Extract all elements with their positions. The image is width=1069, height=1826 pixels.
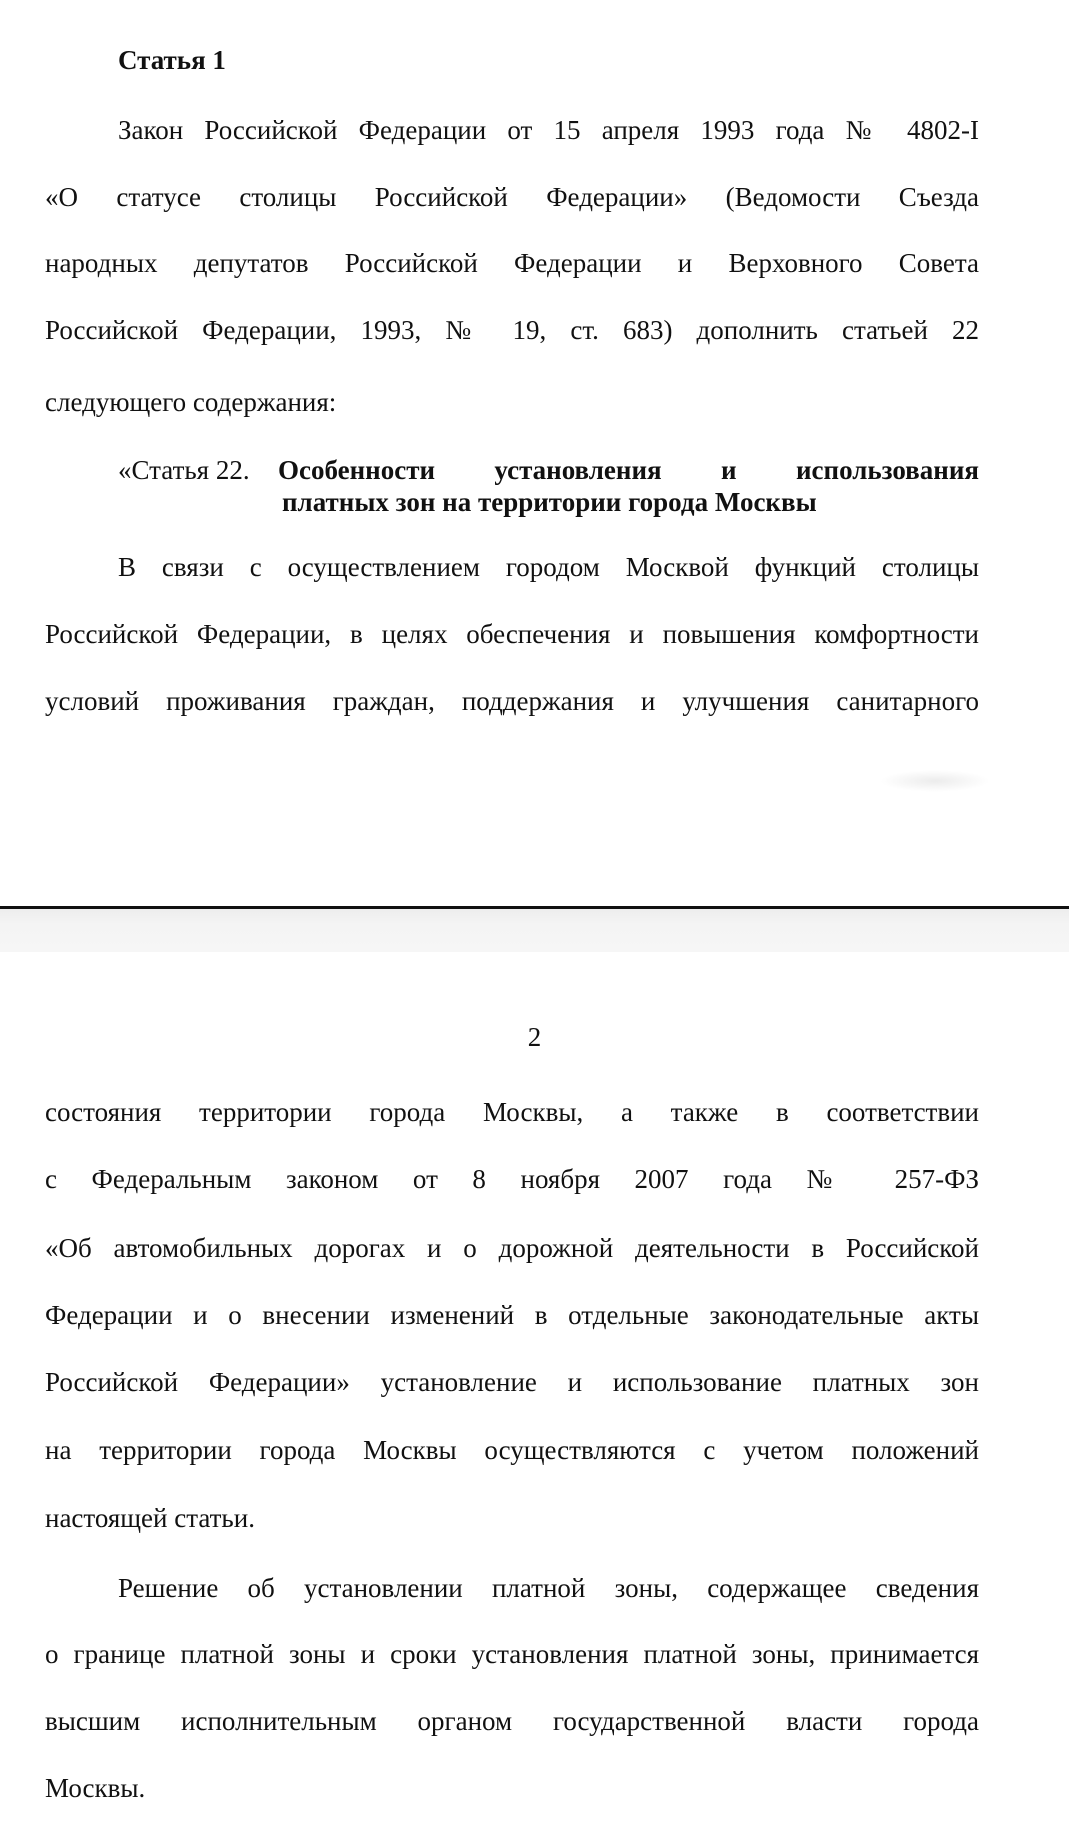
paragraph-line: Российской Федерации, в целях обеспечения и повышения комфортности xyxy=(45,619,979,649)
paragraph-line: условий проживания граждан, поддержания и улучшения санитарного xyxy=(45,686,979,716)
article-22-title-continued: платных зон на территории города Москвы xyxy=(282,487,817,517)
paragraph-line: на территории города Москвы осуществляются с учетом положений xyxy=(45,1435,979,1465)
page-break-gap xyxy=(0,906,1069,952)
paragraph-line: Москвы. xyxy=(45,1773,146,1803)
paragraph-line: «О статусе столицы Российской Федерации» (Ведомости Съезда xyxy=(45,182,979,212)
page-number: 2 xyxy=(527,1022,542,1052)
paragraph-line: с Федеральным законом от 8 ноября 2007 года № 257-ФЗ xyxy=(45,1164,979,1194)
paragraph-line: следующего содержания: xyxy=(45,387,337,417)
paragraph-line: высшим исполнительным органом государственной власти города xyxy=(45,1706,979,1736)
article-22-title: Особенности установления и использования xyxy=(278,455,979,485)
paragraph-line: состояния территории города Москвы, а также в соответствии xyxy=(45,1097,979,1127)
scan-smudge xyxy=(880,770,990,792)
paragraph-line: Закон Российской Федерации от 15 апреля 1993 года № 4802-I xyxy=(118,115,979,145)
paragraph-line: Российской Федерации» установление и использование платных зон xyxy=(45,1367,979,1397)
paragraph-line: народных депутатов Российской Федерации и Верховного Совета xyxy=(45,248,979,278)
paragraph-line: Российской Федерации, 1993, № 19, ст. 683) дополнить статьей 22 xyxy=(45,315,979,345)
paragraph-line: настоящей статьи. xyxy=(45,1503,255,1533)
paragraph-line: Федерации и о внесении изменений в отдельные законодательные акты xyxy=(45,1300,979,1330)
paragraph-line: о границе платной зоны и сроки установления платной зоны, принимается xyxy=(45,1639,979,1669)
paragraph-line: В связи с осуществлением городом Москвой функций столицы xyxy=(118,552,979,582)
paragraph-line: «Об автомобильных дорогах и о дорожной деятельности в Российской xyxy=(45,1233,979,1263)
article-heading: Статья 1 xyxy=(118,45,226,75)
article-22-prefix: «Статья 22. xyxy=(118,455,250,485)
page-edge-line xyxy=(0,906,1069,909)
paragraph-line: Решение об установлении платной зоны, содержащее сведения xyxy=(118,1573,979,1603)
